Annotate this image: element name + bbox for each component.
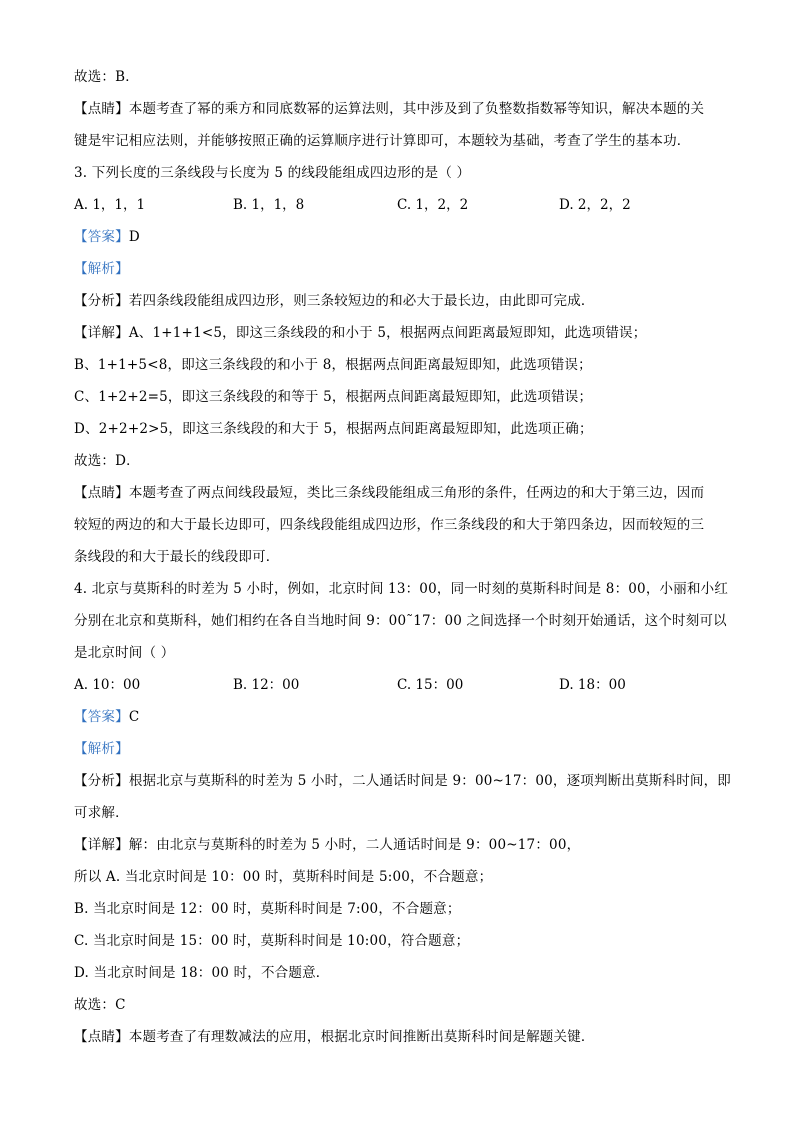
q2-comment-line-1: 【点睛】本题考查了幂的乘方和同底数幂的运算法则，其中涉及到了负整数指数幂等知识，解决本题的关 xyxy=(74,101,705,117)
q4-choice: 故选：C xyxy=(74,997,126,1013)
comment-tag: 【点睛】 xyxy=(74,101,129,117)
q3-comment-line-1: 【点睛】本题考查了两点间线段最短，类比三条线段能组成三角形的条件，任两边的和大于第三边，因而 xyxy=(74,485,705,501)
q3-fenxi: 【分析】若四条线段能组成四边形，则三条较短边的和必大于最长边，由此即可完成． xyxy=(74,293,595,309)
q4-comment-line-1: 【点睛】本题考查了有理数减法的应用，根据北京时间推断出莫斯科时间是解题关键． xyxy=(74,1029,595,1045)
q3-comment-line-2: 较短的两边的和大于最长边即可，四条线段能组成四边形，作三条线段的和大于第四条边，因而较短的三 xyxy=(74,517,705,533)
q3-option-c: C. 1，2，2 xyxy=(397,197,469,213)
q4-answer: 【答案】C xyxy=(74,709,140,725)
q4-stem-line-2: 分别在北京和莫斯科，她们相约在各自当地时间 9：00˜17：00 之间选择一个时刻开始通话，这个时刻可以 xyxy=(74,613,727,629)
q4-stem-line-1: 4. 北京与莫斯科的时差为 5 小时，例如，北京时间 13：00，同一时刻的莫斯科时间是 8：00，小丽和小红 xyxy=(74,581,729,597)
q3-stem: 3. 下列长度的三条线段与长度为 5 的线段能组成四边形的是（ ） xyxy=(74,165,471,181)
q4-option-a: A. 10：00 xyxy=(74,677,141,693)
q4-fenxi-line-1: 【分析】根据北京与莫斯科的时差为 5 小时，二人通话时间是 9：00~17：00，逐项判断出莫斯科时间，即 xyxy=(74,773,732,789)
q4-detail-line-5: D. 当北京时间是 18：00 时，不合题意． xyxy=(74,965,330,981)
q3-option-a: A. 1，1，1 xyxy=(74,197,146,213)
q4-detail-line-3: B. 当北京时间是 12：00 时，莫斯科时间是 7:00，不合题意； xyxy=(74,901,461,917)
q3-detail-line-2: B、1+1+5<8，即这三条线段的和小于 8，根据两点间距离最短即知，此选项错误； xyxy=(74,357,592,373)
q3-detail-line-3: C、1+2+2=5，即这三条线段的和等于 5，根据两点间距离最短即知，此选项错误； xyxy=(74,389,593,405)
q3-comment-line-3: 条线段的和大于最长的线段即可． xyxy=(74,549,280,565)
answer-tag: 【答案】 xyxy=(74,229,129,245)
q4-stem-line-3: 是北京时间（ ） xyxy=(74,645,175,661)
q4-option-b: B. 12：00 xyxy=(233,677,300,693)
q2-choice: 故选：B． xyxy=(74,69,139,85)
q3-choice: 故选：D． xyxy=(74,453,140,469)
q3-answer: 【答案】D xyxy=(74,229,140,245)
q3-option-b: B. 1，1，8 xyxy=(233,197,305,213)
q4-detail-line-2: 所以 A. 当北京时间是 10：00 时，莫斯科时间是 5:00，不合题意； xyxy=(74,869,493,885)
q3-detail-line-4: D、2+2+2>5，即这三条线段的和大于 5，根据两点间距离最短即知，此选项正确； xyxy=(74,421,593,437)
q4-detail-line-4: C. 当北京时间是 15：00 时，莫斯科时间是 10:00，符合题意； xyxy=(74,933,470,949)
answer-tag: 【答案】 xyxy=(74,709,129,725)
q4-fenxi-line-2: 可求解． xyxy=(74,805,129,821)
q4-option-c: C. 15：00 xyxy=(397,677,464,693)
q4-analysis-tag: 【解析】 xyxy=(74,741,129,757)
q4-detail-line-1: 【详解】解：由北京与莫斯科的时差为 5 小时，二人通话时间是 9：00~17：00， xyxy=(74,837,581,853)
q3-detail-line-1: 【详解】A、1+1+1<5，即这三条线段的和小于 5，根据两点间距离最短即知，此选项错误； xyxy=(74,325,647,341)
q4-option-d: D. 18：00 xyxy=(559,677,626,693)
q3-analysis-tag: 【解析】 xyxy=(74,261,129,277)
q2-comment-line-2: 键是牢记相应法则，并能够按照正确的运算顺序进行计算即可，本题较为基础，考查了学生的基本功． xyxy=(74,133,691,149)
q3-option-d: D. 2，2，2 xyxy=(559,197,631,213)
